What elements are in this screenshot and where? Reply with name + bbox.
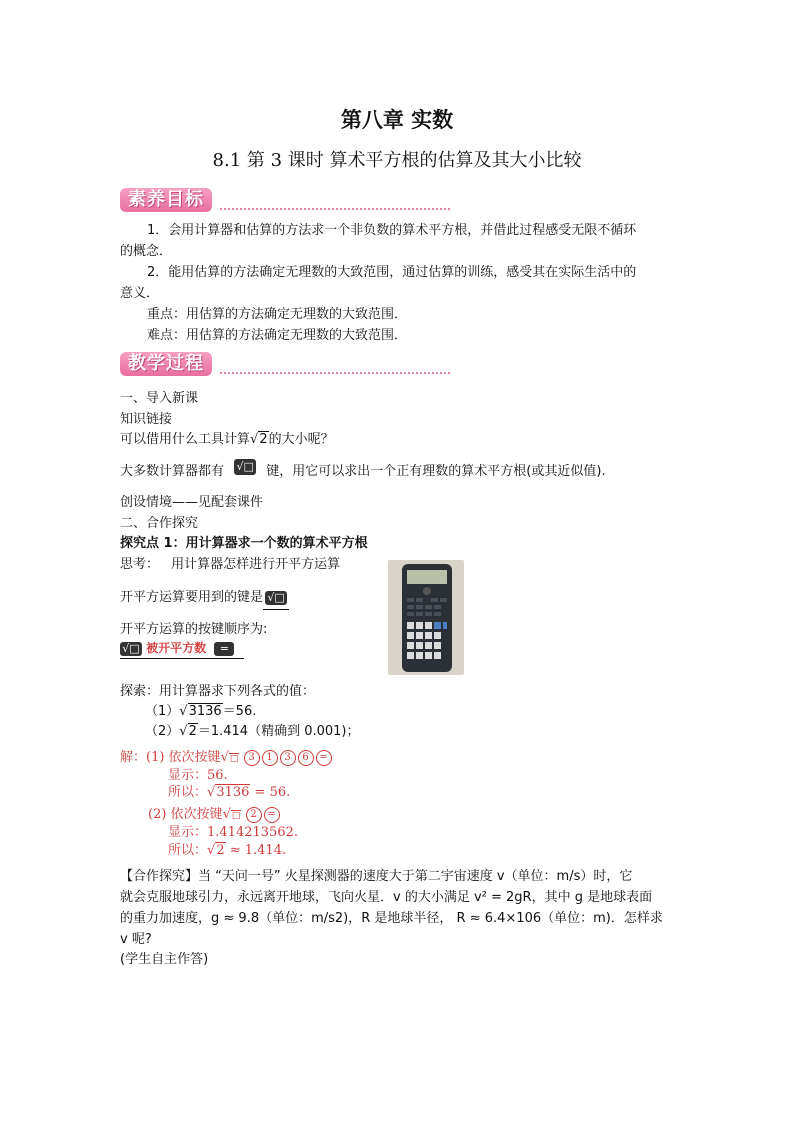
key-circle: = xyxy=(316,750,332,766)
coop-line-1: 【合作探究】当 “天问一号” 火星探测器的速度大于第二宇宙速度 v（单位：m/s）时，它 xyxy=(120,869,633,884)
explore-intro: 探索：用计算器求下列各式的值： xyxy=(120,684,316,699)
key-used-blank xyxy=(263,588,289,610)
sqrt-key-icon: √□ xyxy=(120,642,142,656)
key-circle: 3 xyxy=(280,750,296,766)
calculator-image xyxy=(388,560,464,675)
process-banner-label: 教学过程 xyxy=(120,352,212,376)
key-used-line xyxy=(120,588,289,610)
key-circle: 2 xyxy=(246,807,262,823)
process-banner-divider xyxy=(220,372,450,379)
goal-2-line-1: 2．能用估算的方法确定无理数的大致范围，通过估算的训练，感受其在实际生活中的 xyxy=(147,265,637,280)
calculator-photo xyxy=(388,560,464,675)
calculator-intro-a: 大多数计算器都有 xyxy=(120,464,225,479)
sqrt-3136-red-radicand: 3136 xyxy=(216,785,250,800)
difficult-point: 难点：用估算的方法确定无理数的大致范围． xyxy=(147,328,408,343)
goal-2-line-2: 意义． xyxy=(120,286,160,301)
solution-2-so-value: ≈ 1.414. xyxy=(225,843,287,858)
sqrt-3136: √3136 xyxy=(179,704,222,719)
radicand-label: 被开平方数 xyxy=(146,641,207,655)
key-order-sequence xyxy=(120,638,244,659)
think-text: 用计算器怎样进行开平方运算 xyxy=(171,557,341,572)
sqrt-2-red-radicand: 2 xyxy=(216,843,225,858)
goals-banner-label: 素养目标 xyxy=(120,188,212,212)
sqrt-key-icon: √□ xyxy=(234,459,256,475)
equals-key-icon: = xyxy=(214,642,234,656)
solution-2-conclusion xyxy=(168,841,286,861)
exercise-1-label: （1） xyxy=(145,704,180,719)
sqrt-2-b: √2 xyxy=(179,724,197,739)
coop-line-4: v 呢? xyxy=(120,932,152,947)
sqrt-2-red: √2 xyxy=(207,843,225,858)
sqrt-key-icon: √□ xyxy=(265,591,287,605)
exercise-2-result: ＝1.414（精确到 0.001)； xyxy=(197,724,360,739)
calculator-intro xyxy=(120,459,606,482)
exercise-1-result: ＝56. xyxy=(222,704,257,719)
solution-2-label: (2) 依次按键 xyxy=(148,807,223,822)
key-point: 重点：用估算的方法确定无理数的大致范围． xyxy=(147,307,408,322)
exercise-2-label: （2） xyxy=(145,724,180,739)
solution-1-label: 解：(1) 依次按键 xyxy=(120,750,221,765)
solution-1-so-value: = 56. xyxy=(250,785,291,800)
solution-2-so-label: 所以： xyxy=(168,843,208,858)
question-1-text-a: 可以借用什么工具计算 xyxy=(120,432,251,447)
sqrt-3136-red: √3136 xyxy=(207,785,250,800)
sqrt-key-red: √□ xyxy=(222,807,241,822)
calculator-intro-b: 键，用它可以求出一个正有理数的算术平方根(或其近似值). xyxy=(266,464,606,479)
process-banner xyxy=(120,352,450,380)
sqrt-2: √2 xyxy=(250,432,268,447)
key-circle: 6 xyxy=(298,750,314,766)
key-order-label: 开平方运算的按键顺序为: xyxy=(120,622,268,637)
section-intro: 一、导入新课 xyxy=(120,391,199,406)
scene-note: 创设情境——见配套课件 xyxy=(120,495,264,510)
sqrt-2-b-radicand: 2 xyxy=(188,724,197,739)
coop-line-2: 就会克服地球引力，永远离开地球，飞向火星．v 的大小满足 v² = 2gR，其中 g 是地球表面 xyxy=(120,890,653,905)
solution-2-display: 显示：1.414213562. xyxy=(168,825,298,840)
explore-point-1: 探究点 1：用计算器求一个数的算术平方根 xyxy=(120,536,368,551)
solution-1-conclusion xyxy=(168,783,290,803)
question-1 xyxy=(120,430,334,450)
chapter-title: 第八章 实数 xyxy=(340,107,454,132)
key-circle: 1 xyxy=(262,750,278,766)
section-coop: 二、合作探究 xyxy=(120,516,199,531)
student-answer-note: (学生自主作答) xyxy=(120,952,209,967)
exercise-2 xyxy=(145,722,360,742)
goal-1-line-1: 1．会用计算器和估算的方法求一个非负数的算术平方根，并借此过程感受无限不循环 xyxy=(147,223,637,238)
goals-banner xyxy=(120,188,450,216)
key-used-text: 开平方运算要用到的键是 xyxy=(120,590,264,605)
solution-1-so-label: 所以： xyxy=(168,785,208,800)
exercise-1 xyxy=(145,702,256,722)
sqrt-key-red: √□ xyxy=(220,750,239,765)
sqrt-3136-radicand: 3136 xyxy=(188,704,222,719)
key-circle: = xyxy=(264,807,280,823)
lesson-title: 8.1 第 3 课时 算术平方根的估算及其大小比较 xyxy=(212,150,582,171)
think-line xyxy=(120,555,340,575)
coop-line-3: 的重力加速度，g ≈ 9.8（单位：m/s2)，R 是地球半径， R ≈ 6.4×106（单位：m)．怎样求 xyxy=(120,911,663,926)
sqrt-2-radicand: 2 xyxy=(259,432,268,447)
goal-1-line-2: 的概念． xyxy=(120,244,173,259)
solution-1-display: 显示：56. xyxy=(168,768,228,783)
think-label: 思考： xyxy=(120,557,160,572)
question-1-text-b: 的大小呢？ xyxy=(268,432,334,447)
knowledge-link: 知识链接 xyxy=(120,412,173,427)
key-circle: 3 xyxy=(244,750,260,766)
goals-banner-divider xyxy=(220,208,450,215)
